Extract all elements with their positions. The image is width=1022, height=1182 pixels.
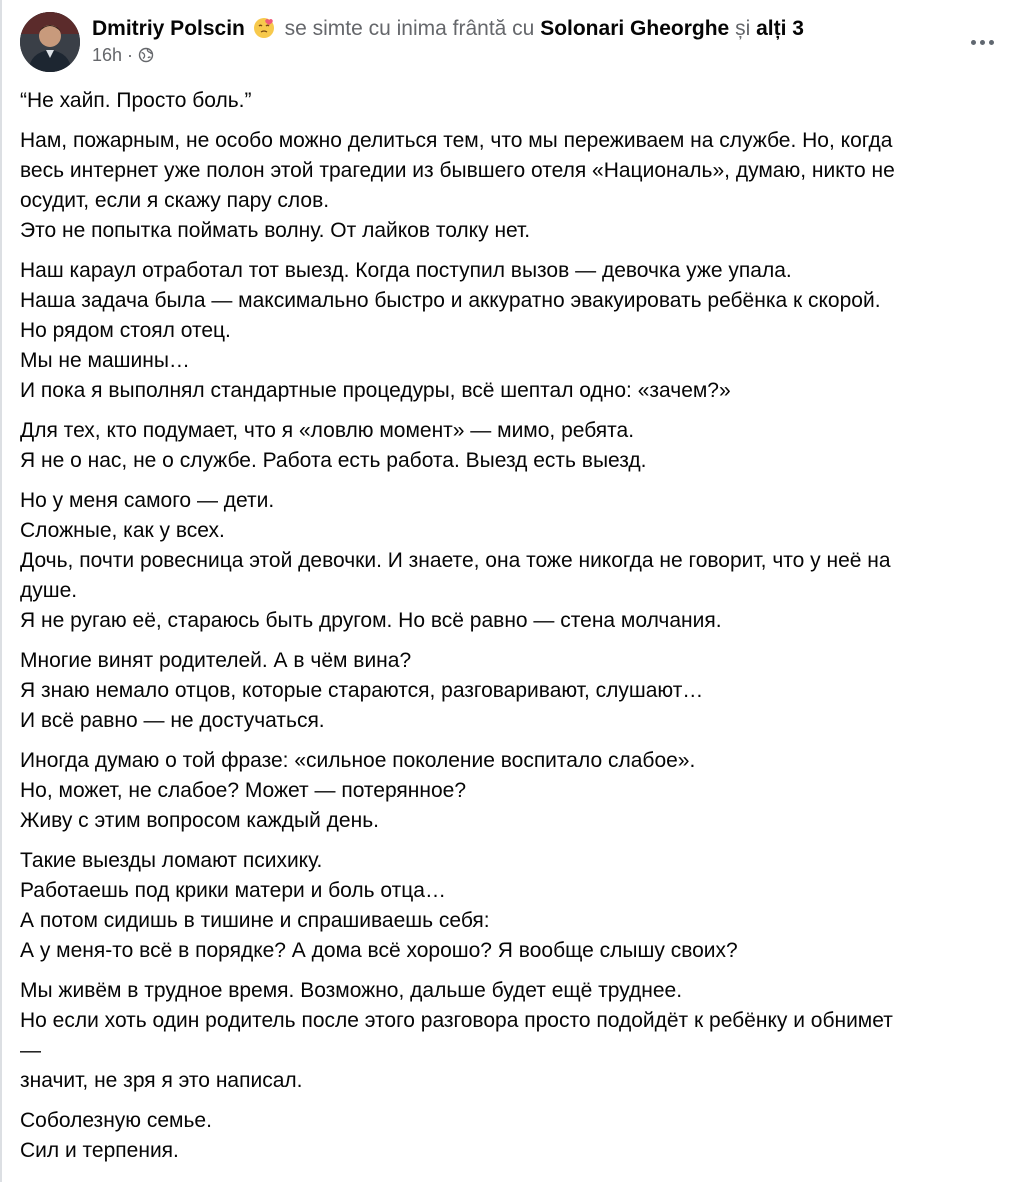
more-dots-icon bbox=[980, 40, 985, 45]
text-line: Сложные, как у всех. bbox=[20, 519, 225, 542]
author-avatar[interactable] bbox=[20, 12, 80, 72]
text-line: Но, может, не слабое? Может — потерянное? bbox=[20, 779, 467, 802]
more-options-button[interactable] bbox=[964, 30, 1000, 54]
and-text: și bbox=[735, 17, 751, 40]
text-line: значит, не зря я это написал. bbox=[20, 1069, 303, 1092]
paragraph-4 bbox=[20, 416, 1002, 476]
text-line: А у меня-то всё в порядке? А дома всё хорошо? Я вообще слышу своих? bbox=[20, 939, 738, 962]
paragraph-5 bbox=[20, 486, 1002, 636]
text-line: Наш караул отработал тот выезд. Когда поступил вызов — девочка уже упала. bbox=[20, 259, 792, 282]
text-line: И пока я выполнял стандартные процедуры, всё шептал одно: «зачем?» bbox=[20, 379, 731, 402]
paragraph-8 bbox=[20, 846, 1002, 966]
text-line: Для тех, кто подумает, что я «ловлю момент» — мимо, ребята. bbox=[20, 419, 635, 442]
meta-separator: · bbox=[127, 45, 134, 65]
text-line: А потом сидишь в тишине и спрашиваешь себя: bbox=[20, 909, 490, 932]
paragraph-6 bbox=[20, 646, 1002, 736]
post-meta bbox=[92, 44, 942, 66]
text-line: Я не о нас, не о службе. Работа есть работа. Выезд есть выезд. bbox=[20, 449, 647, 472]
feeling-text: se simte cu inima frântă cu bbox=[284, 17, 535, 40]
text-line: Наша задача была — максимально быстро и аккуратно эвакуировать ребёнка к скорой. bbox=[20, 289, 881, 312]
text-line: Многие винят родителей. А в чём вина? bbox=[20, 649, 412, 672]
post-timestamp[interactable]: 16h bbox=[92, 45, 123, 65]
text-line: — bbox=[20, 1039, 41, 1062]
author-name-link[interactable]: Dmitriy Polscin bbox=[92, 17, 245, 40]
text-line: Соболезную семье. bbox=[20, 1109, 212, 1132]
text-line: Живу с этим вопросом каждый день. bbox=[20, 809, 379, 832]
text-line: Я знаю немало отцов, которые стараются, разговаривают, слушают… bbox=[20, 679, 704, 702]
text-line: Нам, пожарным, не особо можно делиться тем, что мы переживаем на службе. Но, когда bbox=[20, 129, 893, 152]
paragraph-2 bbox=[20, 126, 1002, 246]
post-left-border bbox=[0, 0, 2, 1182]
paragraph-1 bbox=[20, 86, 1002, 116]
paragraph-10 bbox=[20, 1106, 1002, 1166]
globe-icon[interactable] bbox=[138, 47, 154, 63]
paragraph-9 bbox=[20, 976, 1002, 1096]
text-line: “Не хайп. Просто боль.” bbox=[20, 89, 252, 112]
paragraph-7 bbox=[20, 746, 1002, 836]
text-line: Я не ругаю её, стараюсь быть другом. Но всё равно — стена молчания. bbox=[20, 609, 722, 632]
tagged-user-link[interactable]: Solonari Gheorghe bbox=[540, 17, 730, 40]
text-line: Мы живём в трудное время. Возможно, дальше будет ещё труднее. bbox=[20, 979, 683, 1002]
header-title-line bbox=[92, 16, 942, 42]
text-line: Но если хоть один родитель после этого разговора просто подойдёт к ребёнку и обнимет bbox=[20, 1009, 893, 1032]
tagged-others-link[interactable]: alți 3 bbox=[756, 17, 804, 40]
text-line: Сил и терпения. bbox=[20, 1139, 179, 1162]
avatar-image bbox=[20, 12, 80, 72]
text-line: Работаешь под крики матери и боль отца… bbox=[20, 879, 446, 902]
text-line: Мы не машины… bbox=[20, 349, 190, 372]
text-line: И всё равно — не достучаться. bbox=[20, 709, 325, 732]
text-line: осудит, если я скажу пару слов. bbox=[20, 189, 330, 212]
text-line: весь интернет уже полон этой трагедии из бывшего отеля «Националь», думаю, никто не bbox=[20, 159, 895, 182]
more-dots-icon bbox=[971, 40, 976, 45]
broken-heart-emoji-icon bbox=[253, 17, 275, 39]
post-text bbox=[20, 86, 1002, 1176]
text-line: Но у меня самого — дети. bbox=[20, 489, 275, 512]
header-info bbox=[92, 16, 942, 66]
text-line: Но рядом стоял отец. bbox=[20, 319, 231, 342]
text-line: Это не попытка поймать волну. От лайков толку нет. bbox=[20, 219, 531, 242]
text-line: Дочь, почти ровесница этой девочки. И знаете, она тоже никогда не говорит, что у неё на bbox=[20, 549, 891, 572]
text-line: Иногда думаю о той фразе: «сильное поколение воспитало слабое». bbox=[20, 749, 696, 772]
more-dots-icon bbox=[989, 40, 994, 45]
post-header bbox=[20, 12, 1002, 76]
paragraph-3 bbox=[20, 256, 1002, 406]
text-line: душе. bbox=[20, 579, 78, 602]
text-line: Такие выезды ломают психику. bbox=[20, 849, 323, 872]
